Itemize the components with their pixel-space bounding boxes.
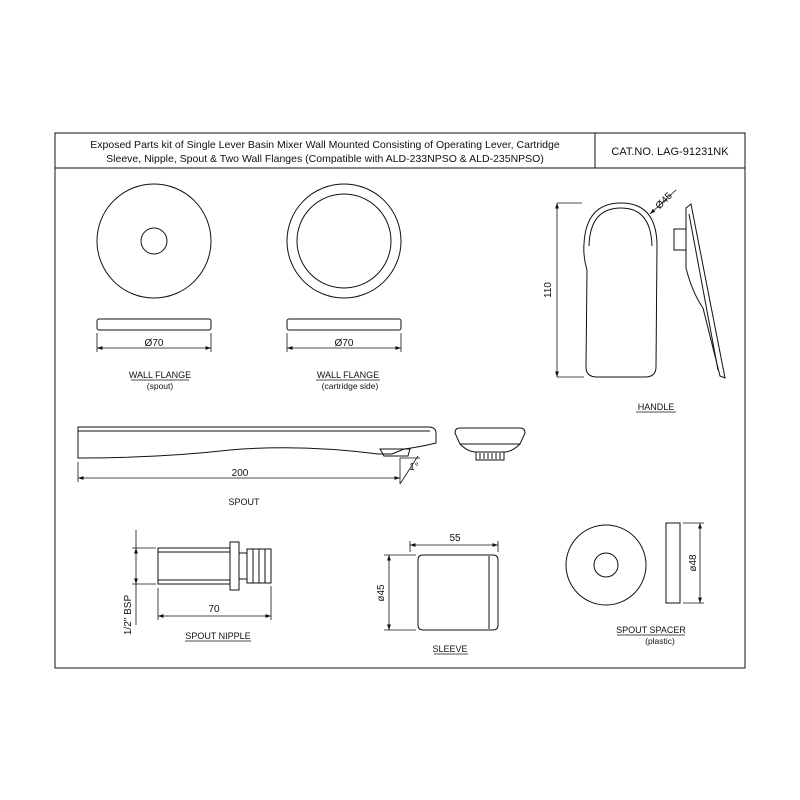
wall-flange-spout-diameter: Ø70 bbox=[144, 338, 164, 349]
drawing-border bbox=[55, 133, 745, 668]
spout-spacer-diameter: ø48 bbox=[688, 554, 699, 572]
wall-flange-spout-note: (spout) bbox=[146, 381, 174, 391]
spout-angle: 1° bbox=[409, 462, 419, 473]
spout-spacer-label: SPOUT SPACER bbox=[616, 625, 686, 635]
spout-spacer-face bbox=[566, 525, 646, 605]
sleeve-label: SLEEVE bbox=[432, 644, 468, 654]
wall-flange-cartridge-inner-ring bbox=[297, 194, 391, 288]
spout-spacer-side-view bbox=[666, 523, 680, 603]
wall-flange-spout-label: WALL FLANGE bbox=[128, 370, 192, 380]
wall-flange-spout bbox=[97, 184, 211, 391]
sleeve-side-view bbox=[418, 555, 498, 630]
wall-flange-spout-hole bbox=[141, 228, 167, 254]
spout-spacer-hole bbox=[594, 553, 618, 577]
wall-flange-cartridge bbox=[287, 184, 401, 391]
wall-flange-spout-side-view bbox=[97, 319, 211, 330]
wall-flange-cartridge-note: (cartridge side) bbox=[321, 381, 379, 391]
sleeve-diameter: ø45 bbox=[376, 584, 387, 602]
title-description-line-2: Sleeve, Nipple, Spout & Two Wall Flanges (Compatible with ALD-233NPSO & ALD-235NPSO) bbox=[106, 153, 544, 165]
handle-front-view bbox=[584, 203, 657, 377]
handle-side-view-mount bbox=[674, 229, 686, 250]
spout-nipple-threaded-body bbox=[158, 548, 230, 584]
handle bbox=[543, 190, 725, 412]
handle-height: 110 bbox=[543, 282, 554, 298]
title-description-line-1: Exposed Parts kit of Single Lever Basin Mixer Wall Mounted Consisting of Operating Lever, Cartridge bbox=[90, 139, 560, 151]
wall-flange-spout-face bbox=[97, 184, 211, 298]
catalog-number: CAT.NO. LAG-91231NK bbox=[611, 146, 729, 158]
wall-flange-cartridge-diameter: Ø70 bbox=[334, 338, 354, 349]
spout bbox=[78, 427, 525, 507]
spout-spacer bbox=[566, 523, 704, 646]
handle-diameter: Ø45 bbox=[653, 190, 675, 212]
spout-nipple-thread-size: 1/2" BSP bbox=[123, 594, 134, 636]
wall-flange-cartridge-side-view bbox=[287, 319, 401, 330]
handle-label: HANDLE bbox=[637, 402, 675, 412]
spout-aerator-view bbox=[455, 428, 525, 460]
wall-flange-cartridge-label: WALL FLANGE bbox=[316, 370, 380, 380]
spout-nipple-length: 70 bbox=[208, 604, 220, 615]
spout-label: SPOUT bbox=[228, 497, 260, 507]
spout-spacer-note: (plastic) bbox=[645, 636, 675, 646]
spout-length: 200 bbox=[231, 468, 249, 479]
sleeve bbox=[376, 533, 498, 654]
sleeve-length: 55 bbox=[449, 533, 461, 544]
spout-nipple bbox=[123, 530, 271, 641]
spout-nipple-collar bbox=[230, 542, 239, 590]
wall-flange-cartridge-face bbox=[287, 184, 401, 298]
handle-front-view-inner bbox=[589, 208, 652, 246]
spout-nipple-label: SPOUT NIPPLE bbox=[185, 631, 251, 641]
